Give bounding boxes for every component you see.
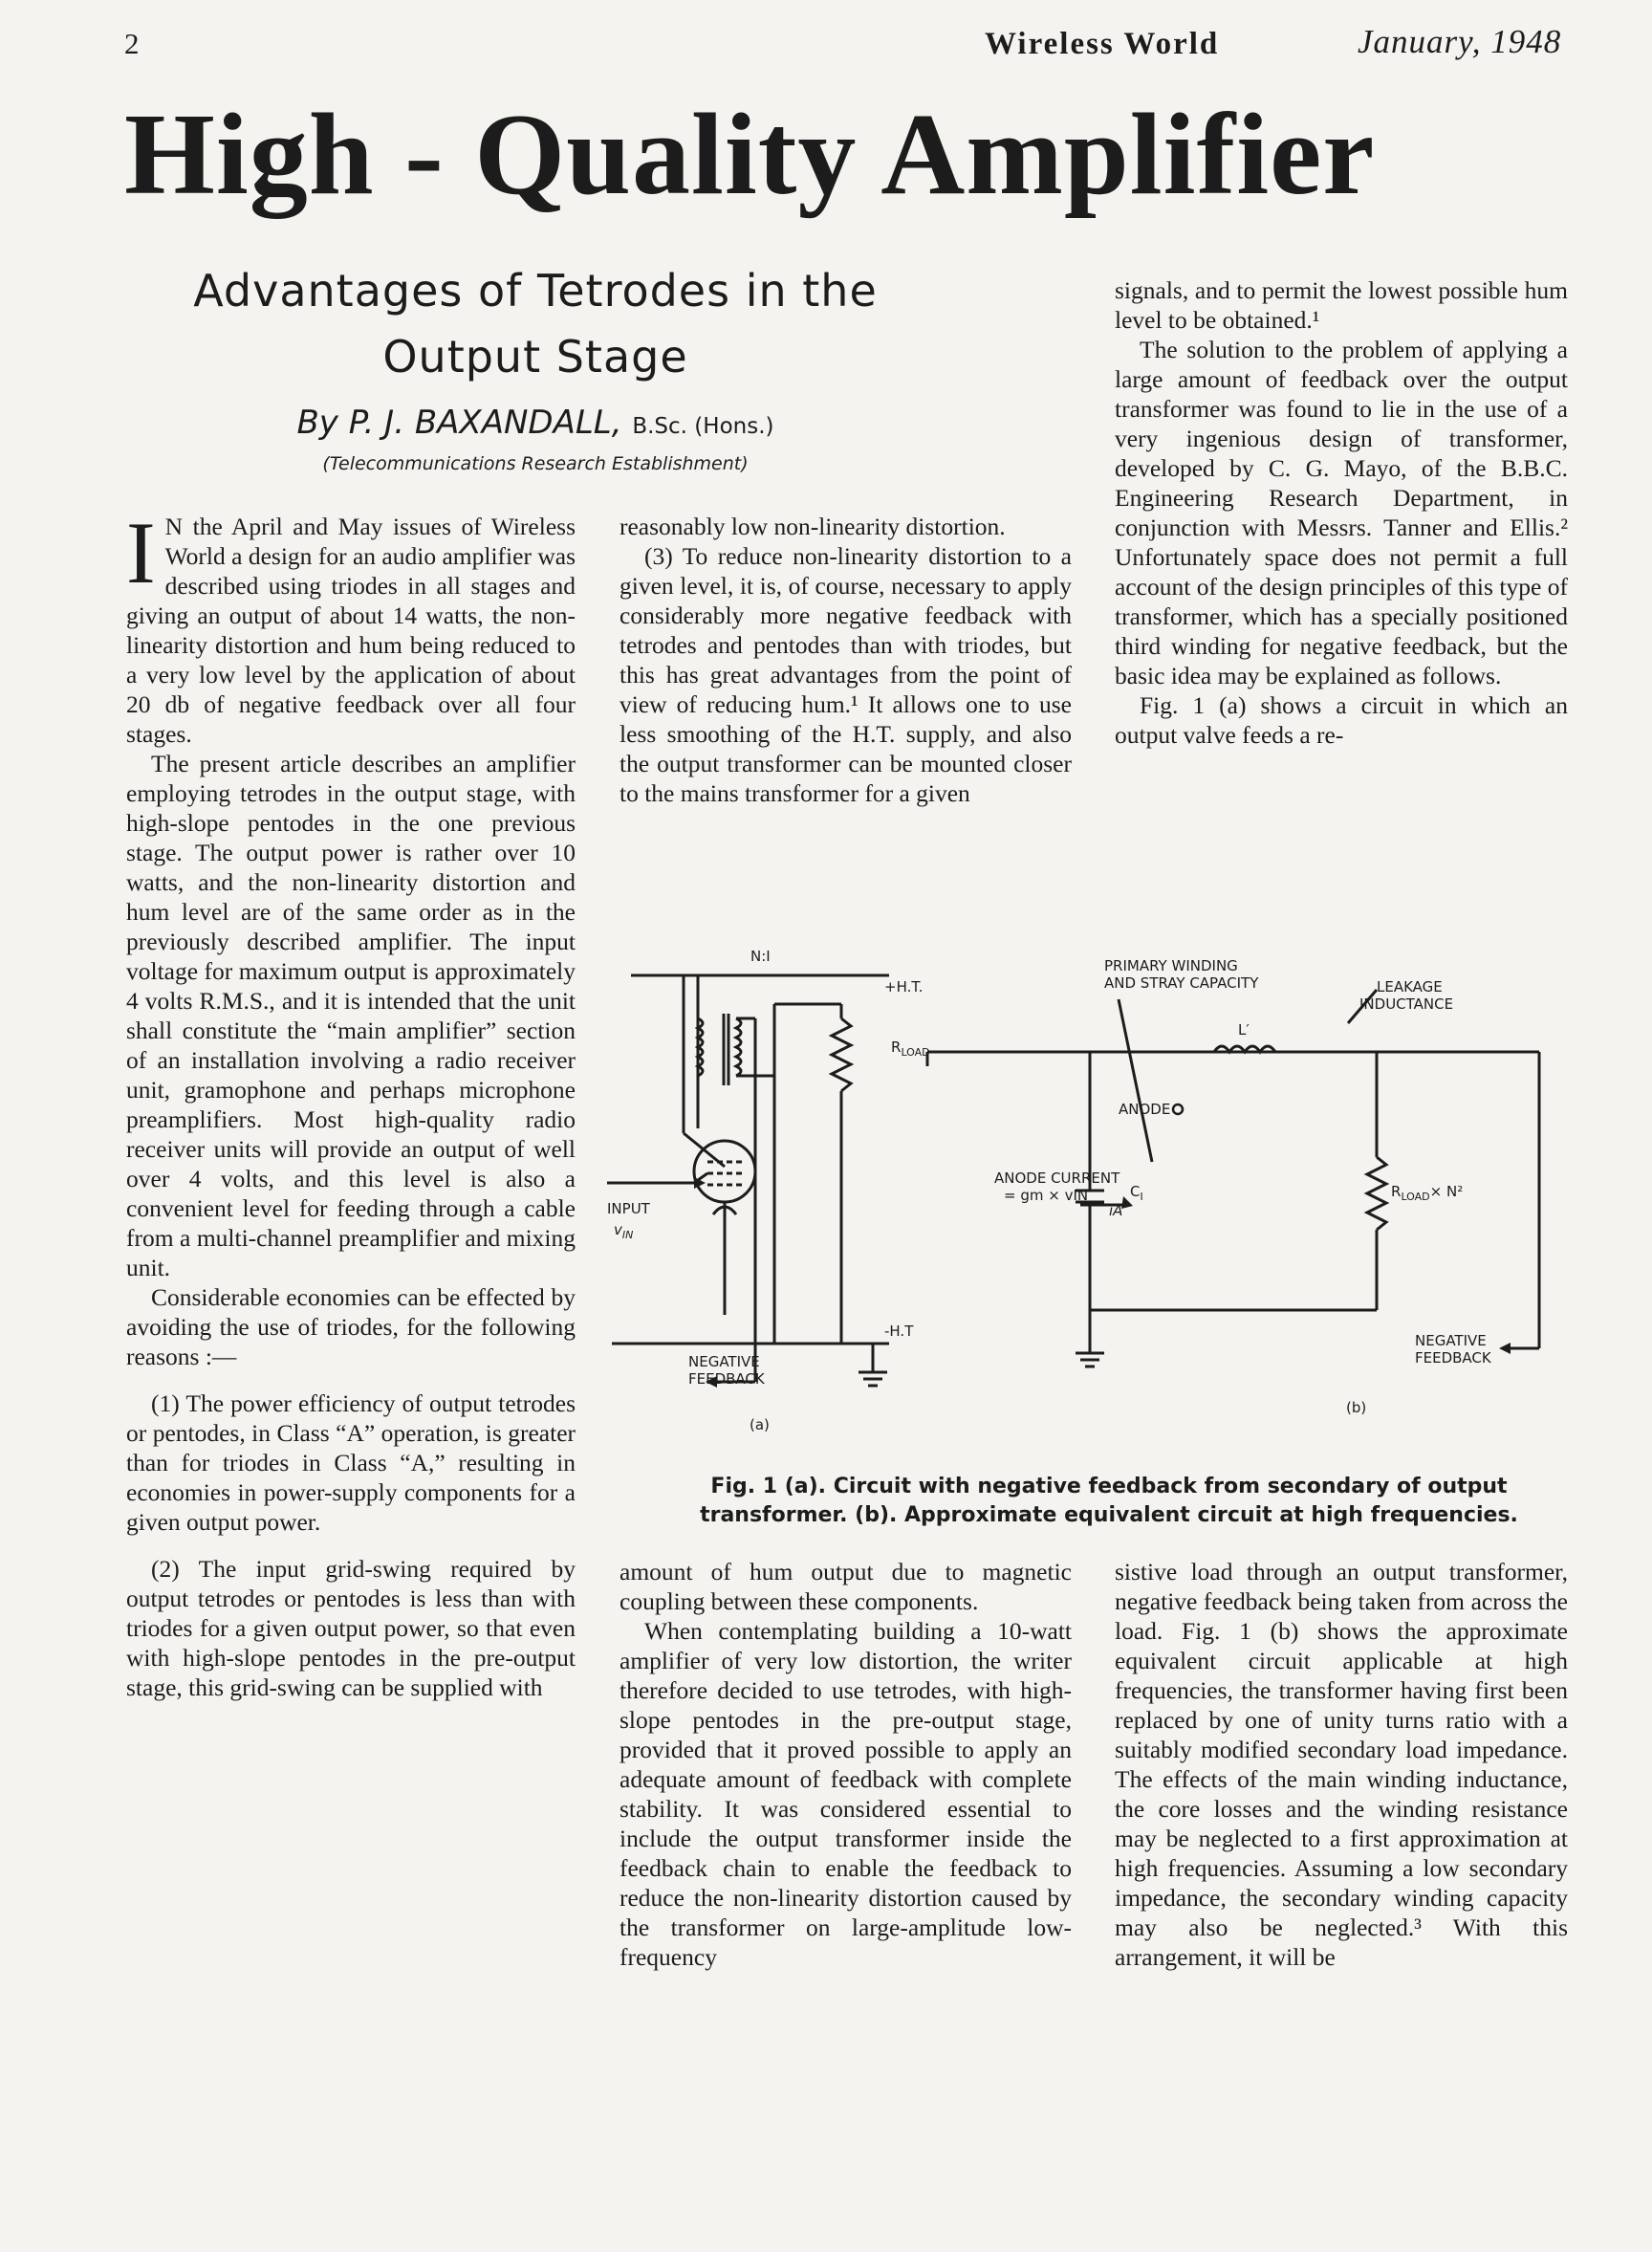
paragraph: (1) The power efficiency of output tetrodes or pentodes, in Class “A” operation, is greater than for triodes in Class “A,” resulting in economies in power-supply components for a given output power. bbox=[126, 1389, 576, 1536]
paragraph: signals, and to permit the lowest possible hum level to be obtained.¹ bbox=[1115, 276, 1568, 334]
label-c1: $C_I$ bbox=[1130, 1183, 1143, 1203]
article-subtitle bbox=[153, 258, 918, 390]
paragraph: amount of hum output due to magnetic coupling between these components. bbox=[620, 1558, 1072, 1615]
paragraph bbox=[126, 504, 576, 749]
publication-name: Wireless World bbox=[985, 27, 1220, 61]
paragraph: The present article describes an amplifier employing tetrodes in the output stage, with high-slope pentodes in the one previous stage. The output power is rather over 10 watts, and the non-linearity distortion and hum level are of the same order as in the previously described amplifier. The input voltage for maximum output is approximately 4 volts R.M.S., and it is intended that the unit shall constitute the “main amplifier” section of an installation involving a radio receiver unit, gramophone and perhaps microphone preamplifiers. Most high-quality radio receiver units will provide an output of well over 4 volts, and this level is also a convenient level for feeding through a cable from a multi-channel preamplifier and mixing unit. bbox=[126, 750, 576, 1281]
label-ratio: N:I bbox=[750, 948, 771, 965]
paragraph: Considerable economies can be effected by avoiding the use of triodes, for the following reasons :— bbox=[126, 1283, 576, 1370]
paragraph: The solution to the problem of applying a large amount of feedback over the output transformer was found to lie in the use of a very ingenious design of transformer, developed by C. G. Mayo, of the B.B.C. Engineering Research Department, in conjunction with Messrs. Tanner and Ellis.² Unfortunately space does not permit a full account of the design principles of this type of transformer, which has a specially positioned third winding for negative feedback, but the basic idea may be explained as follows. bbox=[1115, 336, 1568, 689]
paragraph-text: N the April and May issues of Wireless World a design for an audio amplifier was described using triodes in all stages and giving an output of about 14 watts, the non-linearity distortion and hum being reduced to a very low level by the application of about 20 db of negative feedback over all four stages. bbox=[126, 513, 576, 748]
author-degree: B.Sc. (Hons.) bbox=[632, 414, 774, 439]
paragraph: reasonably low non-linearity distortion. bbox=[620, 513, 1006, 540]
label-negative-feedback-a: FEEDBACK bbox=[688, 1370, 765, 1388]
label-leakage-inductance: INDUCTANCE bbox=[1359, 995, 1454, 1013]
label-ht-minus: -H.T bbox=[884, 1323, 914, 1340]
circuit-figure bbox=[607, 932, 1568, 1458]
label-rload-b: $R_{LOAD}\times N^2$ bbox=[1391, 1183, 1464, 1203]
paragraph: (2) The input grid-swing required by output tetrodes or pentodes is less than with triodes for a given output power, so that even with high-slope pentodes in the pre-output stage, this grid-swing can be supplied with bbox=[126, 1555, 576, 1701]
author-name: By P. J. BAXANDALL, bbox=[296, 404, 622, 442]
caption-line-2: transformer. (b). Approximate equivalent circuit at high frequencies. bbox=[700, 1503, 1518, 1527]
column-1 bbox=[126, 504, 576, 1702]
label-negative-feedback-b: NEGATIVE bbox=[1415, 1332, 1487, 1349]
label-input: INPUT bbox=[607, 1200, 650, 1217]
label-ia: iA bbox=[1109, 1202, 1123, 1219]
label-anode-current: = gm × vIN bbox=[1004, 1187, 1089, 1204]
label-ht-plus: +H.T. bbox=[884, 978, 924, 995]
label-anode-current: ANODE CURRENT bbox=[994, 1170, 1120, 1187]
page-number: 2 bbox=[124, 27, 140, 60]
arrowhead-icon bbox=[1499, 1343, 1511, 1354]
paragraph: sistive load through an output transformer, negative feedback being taken from across the load. Fig. 1 (b) shows the approximate equivalent circuit applicable at high frequencies, the transformer having first been replaced by one of unity turns ratio with a suitably modified secondary load impedance. The effects of the main winding inductance, the core losses and the winding resistance may be neglected to a first approximation at high frequencies. Assuming a low secondary impedance, the secondary winding capacity may also be neglected.³ With this arrangement, it will be bbox=[1115, 1558, 1568, 1971]
label-primary-winding: AND STRAY CAPACITY bbox=[1104, 974, 1259, 992]
author-byline bbox=[153, 404, 918, 442]
issue-date: January, 1948 bbox=[1358, 23, 1562, 60]
column-2-bottom bbox=[620, 1557, 1072, 1972]
label-figure-b: (b) bbox=[1346, 1399, 1367, 1416]
circuit-diagram-a bbox=[607, 975, 889, 1386]
paragraph: Fig. 1 (a) shows a circuit in which an output valve feeds a re- bbox=[1115, 691, 1568, 749]
paragraph: (3) To reduce non-linearity distortion to a given level, it is, of course, necessary to apply considerably more negative feedback with tetrodes and pentodes than with triodes, but this has great advantages from the point of view of reducing hum.¹ It allows one to use less smoothing of the H.T. supply, and also the output transformer can be mounted closer to the mains transformer for a given bbox=[620, 542, 1072, 807]
label-anode: ANODE bbox=[1119, 1101, 1171, 1118]
label-rload-a: $R_{LOAD}$ bbox=[891, 1039, 930, 1059]
label-negative-feedback-a: NEGATIVE bbox=[688, 1353, 760, 1370]
article-title: High - Quality Amplifier bbox=[124, 90, 1376, 219]
label-l-prime: L′ bbox=[1238, 1021, 1250, 1039]
paragraph: When contemplating building a 10-watt amplifier of very low distortion, the writer therefore decided to use tetrodes, with high-slope pentodes in the pre-output stage, provided that it proved possible to apply an adequate amount of feedback with complete stability. It was considered essential to include the output transformer inside the feedback chain to enable the feedback to reduce the non-linearity distortion caused by the transformer on large-amplitude low-frequency bbox=[620, 1617, 1072, 1971]
caption-line-1: Fig. 1 (a). Circuit with negative feedback from secondary of output bbox=[710, 1475, 1508, 1498]
subtitle-line-1: Advantages of Tetrodes in the bbox=[193, 265, 878, 317]
column-3-bottom bbox=[1115, 1557, 1568, 1972]
author-affiliation: (Telecommunications Research Establishment) bbox=[322, 453, 749, 474]
drop-cap: I bbox=[126, 504, 156, 601]
column-3-top bbox=[1115, 275, 1568, 750]
label-negative-feedback-b: FEEDBACK bbox=[1415, 1349, 1491, 1367]
subtitle-line-2: Output Stage bbox=[382, 331, 688, 383]
column-2-top bbox=[620, 512, 1072, 808]
figure-caption bbox=[650, 1473, 1568, 1530]
label-figure-a: (a) bbox=[750, 1416, 770, 1433]
anode-terminal-icon bbox=[1173, 1104, 1183, 1114]
label-primary-winding: PRIMARY WINDING bbox=[1104, 957, 1238, 974]
label-leakage-inductance: LEAKAGE bbox=[1377, 978, 1443, 995]
label-vin: $v_{IN}$ bbox=[614, 1221, 634, 1241]
